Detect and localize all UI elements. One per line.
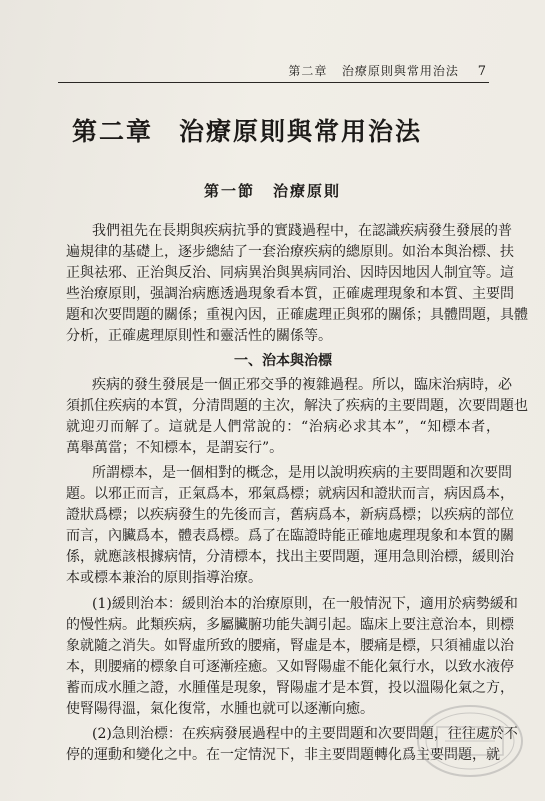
paragraph-1-line: 題和次要問題的關係；重視內因，正確處理正與邪的關係；具體問題，具體 xyxy=(66,307,528,323)
paragraph-1-line: 些治療原則，强調治病應透過現象看本質，正確處理現象和本質、主要問 xyxy=(66,286,514,302)
paragraph-2-line: 就迎刃而解了。這就是人們常說的：“治病必求其本”，“知標本者， xyxy=(66,419,500,435)
chapter-number: 第二章 xyxy=(72,117,154,146)
item-1-line: 本，則腰痛的標象自可逐漸痊癒。又如腎陽虛不能化氣行水，以致水液停 xyxy=(66,659,514,675)
chapter-title-text: 治療原則與常用治法 xyxy=(179,117,423,146)
paragraph-2-line: 萬舉萬當；不知標本，是謂妄行”。 xyxy=(66,440,284,456)
page-number: 7 xyxy=(477,64,487,79)
paragraph-2-line: 疾病的發生發展是一個正邪交爭的複雜過程。所以，臨床治病時，必 xyxy=(92,377,512,393)
paragraph-2-line: 須抓住疾病的本質，分清問題的主次，解決了疾病的主要問題，次要問題也 xyxy=(66,398,528,414)
paragraph-3-line: 所謂標本，是一個相對的概念，是用以說明疾病的主要問題和次要問 xyxy=(92,465,512,481)
section-title xyxy=(0,180,545,201)
item-2-line: (2)急則治標：在疾病發展過程中的主要問題和次要問題，往往處於不 xyxy=(92,726,518,742)
paragraph-3-line: 而言，內臟爲本，體表爲標。爲了在臨證時能正確地處理現象和本質的關 xyxy=(66,528,514,544)
chapter-title xyxy=(72,112,492,148)
running-head-title: 治療原則與常用治法 xyxy=(341,64,459,78)
paragraph-1-line: 分析，正確處理原則性和靈活性的關係等。 xyxy=(66,328,332,344)
running-head xyxy=(288,62,487,79)
running-head-chapter: 第二章 xyxy=(288,64,328,78)
item-2-line: 停的運動和變化之中。在一定情況下，非主要問題轉化爲主要問題，就 xyxy=(66,747,500,763)
paragraph-3-line: 證狀爲標；以疾病發生的先後而言，舊病爲本，新病爲標；以疾病的部位 xyxy=(66,507,514,523)
item-1-line: 的慢性病。此類疾病，多屬臟腑功能失調引起。臨床上要注意治本，則標 xyxy=(66,617,514,633)
header-rule xyxy=(58,82,489,83)
paragraph-3-line: 本或標本兼治的原則指導治療。 xyxy=(66,570,262,586)
subheading-treat-root-branch: 一、治本與治標 xyxy=(234,353,332,369)
section-number: 第一節 xyxy=(203,182,255,200)
paragraph-3-line: 係，就應該根據病情，分清標本，找出主要問題，運用急則治標，緩則治 xyxy=(66,549,514,565)
item-1-line: (1)緩則治本：緩則治本的治療原則，在一般情況下，適用於病勢緩和 xyxy=(92,596,518,612)
item-1-line: 蓄而成水腫之證，水腫僅是現象，腎陽虛才是本質，投以溫陽化氣之方， xyxy=(66,680,514,696)
item-1-line: 使腎陽得溫，氣化復常，水腫也就可以逐漸向癒。 xyxy=(66,701,374,717)
paragraph-3-line: 題。以邪正而言，正氣爲本，邪氣爲標；就病因和證狀而言，病因爲本， xyxy=(66,486,514,502)
section-title-text: 治療原則 xyxy=(273,182,342,200)
item-1-line: 象就隨之消失。如腎虛所致的腰痛，腎虛是本，腰痛是標，只須補虛以治 xyxy=(66,638,514,654)
watermark-stamp-icon xyxy=(415,703,525,779)
paragraph-1-line: 我們祖先在長期與疾病抗爭的實踐過程中，在認識疾病發生發展的普 xyxy=(92,223,512,239)
paragraph-1-line: 遍規律的基礎上，逐步總結了一套治療疾病的總原則。如治本與治標、扶 xyxy=(66,244,514,260)
paragraph-1-line: 正與祛邪、正治與反治、同病異治與異病同治、因時因地因人制宜等。這 xyxy=(66,265,514,281)
